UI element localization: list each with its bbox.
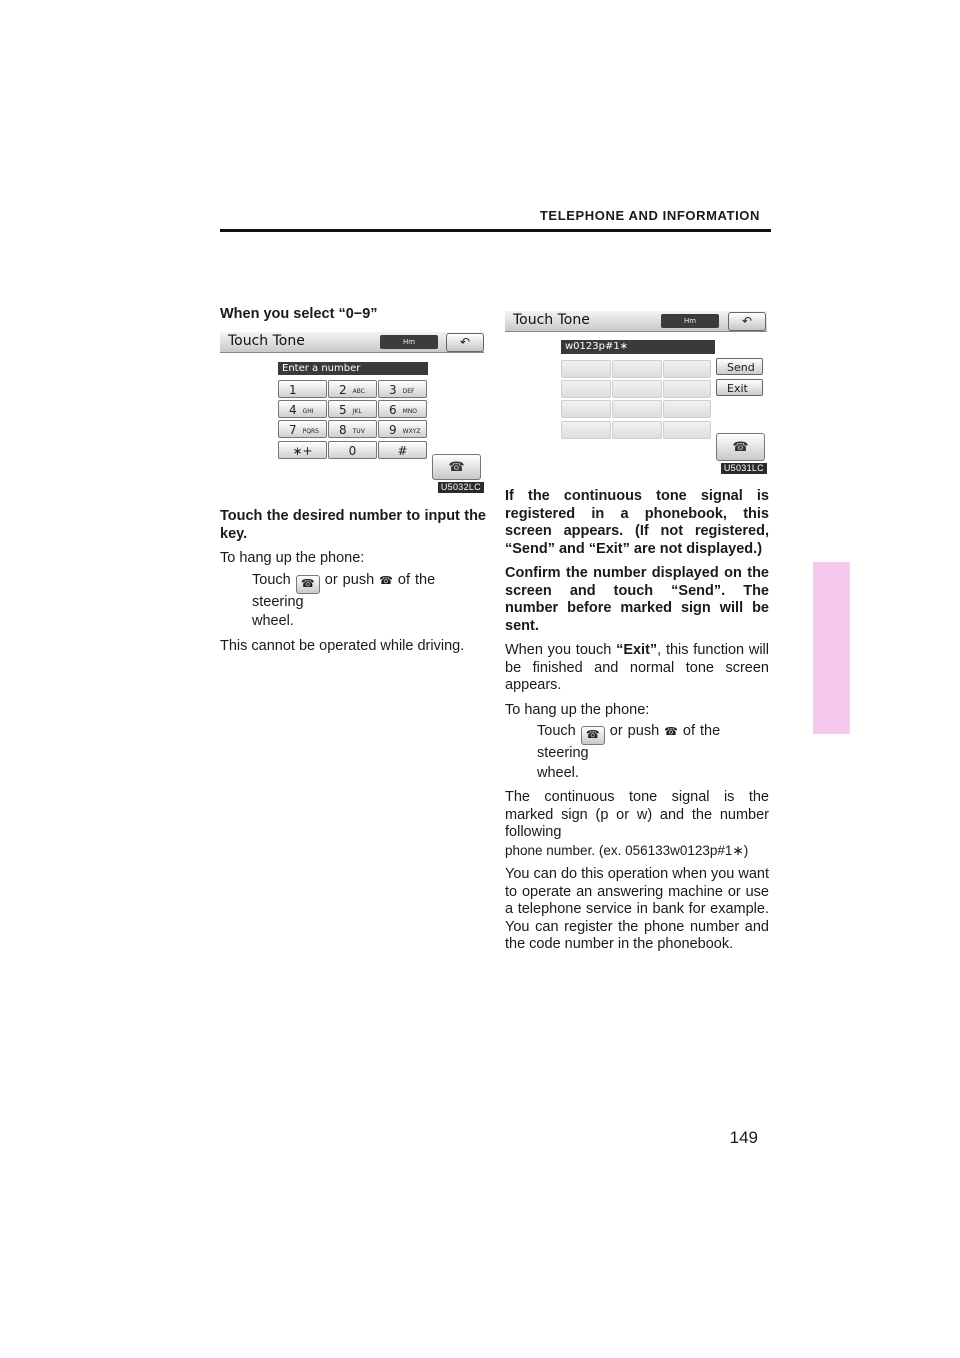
steering-phone-icon: ☎: [379, 574, 393, 587]
phone-icon: ☎: [448, 459, 465, 474]
hangup-intro: To hang up the phone:: [505, 701, 650, 718]
hangup-intro: To hang up the phone:: [220, 550, 365, 566]
hang-up-button[interactable]: [432, 454, 481, 480]
disabled-key: [612, 360, 662, 378]
hangup-line: Touch ☎ or push ☎ of the steering: [252, 571, 436, 610]
running-header: TELEPHONE AND INFORMATION: [539, 208, 760, 223]
chapter-tab: [813, 562, 850, 734]
header-rule: [220, 229, 771, 232]
key-9[interactable]: 9 WXYZ: [378, 420, 427, 438]
key-5[interactable]: 5 JKL: [328, 400, 377, 418]
key-3[interactable]: 3 DEF: [378, 380, 427, 398]
screen-titlebar: [220, 332, 484, 353]
phone-button-icon: ☎: [581, 726, 605, 745]
continuous-tone-paragraph: If the continuous tone signal is registered in a phonebook, this screen appears. (If not registered, “Send” and “Exit” are not displayed.): [505, 488, 769, 557]
back-button[interactable]: ↶: [446, 333, 484, 352]
disabled-key: [612, 400, 662, 418]
touch-tone-send-screen: [505, 311, 767, 475]
status-icons: Hm: [380, 335, 438, 349]
screen-title: Touch Tone: [513, 312, 590, 328]
tone-example: phone number. (ex. 056133w0123p#1∗): [505, 842, 749, 858]
key-0[interactable]: 0: [328, 441, 377, 459]
disabled-key: [612, 421, 662, 439]
page-number: 149: [729, 1128, 758, 1147]
usage-paragraph: You can do this operation when you want to operate an answering machine or use a telephone service in bank for example. You can register the phone number and the code number in the phonebook.: [505, 866, 769, 952]
exit-button[interactable]: Exit: [716, 379, 763, 396]
instruction-text: Touch the desired number to input the key.: [220, 508, 486, 542]
hangup-wheel: wheel.: [537, 764, 579, 781]
key-2[interactable]: 2 ABC: [328, 380, 377, 398]
status-icons: Hm: [661, 314, 719, 328]
key-7[interactable]: 7 PQRS: [278, 420, 327, 438]
figure-code: U5031LC: [721, 463, 767, 474]
steering-phone-icon: ☎: [664, 726, 678, 738]
figure-code: U5032LC: [438, 482, 484, 493]
key-hash[interactable]: #: [378, 441, 427, 459]
hang-up-button[interactable]: [716, 433, 765, 461]
phone-button-icon: ☎: [296, 575, 320, 594]
key-8[interactable]: 8 TUV: [328, 420, 377, 438]
disabled-key: [561, 360, 611, 378]
key-6[interactable]: 6 MNO: [378, 400, 427, 418]
screen-titlebar: [505, 311, 767, 332]
number-entry-field[interactable]: Enter a number: [278, 362, 428, 375]
left-body: [220, 508, 486, 662]
disabled-key: [561, 400, 611, 418]
disabled-key: [612, 380, 662, 398]
back-button[interactable]: ↶: [728, 312, 766, 331]
right-body: [505, 488, 769, 961]
exit-paragraph: When you touch “Exit”, this function will be finished and normal tone screen appears.: [505, 642, 769, 693]
phone-icon: ☎: [732, 439, 749, 454]
disabled-key: [561, 421, 611, 439]
disabled-key: [663, 380, 711, 398]
touch-tone-keypad-screen: [220, 332, 484, 494]
key-star-plus[interactable]: ∗+: [278, 441, 327, 459]
number-display: w0123p#1∗: [561, 340, 715, 354]
key-1[interactable]: 1: [278, 380, 327, 398]
driving-note: This cannot be operated while driving.: [220, 637, 465, 654]
section-heading: When you select “0−9”: [220, 306, 378, 322]
hangup-wheel: wheel.: [252, 613, 294, 629]
screen-title: Touch Tone: [228, 333, 305, 349]
disabled-key: [561, 380, 611, 398]
send-button[interactable]: Send: [716, 358, 763, 375]
disabled-key: [663, 400, 711, 418]
confirm-paragraph: Confirm the number displayed on the screen and touch “Send”. The number before marked sign will be sent.: [505, 565, 769, 634]
hangup-line: Touch ☎ or push ☎ of the steering: [537, 723, 721, 761]
key-4[interactable]: 4 GHI: [278, 400, 327, 418]
disabled-key: [663, 360, 711, 378]
disabled-key: [663, 421, 711, 439]
tone-definition: The continuous tone signal is the marked sign (p or w) and the number following: [505, 789, 769, 840]
